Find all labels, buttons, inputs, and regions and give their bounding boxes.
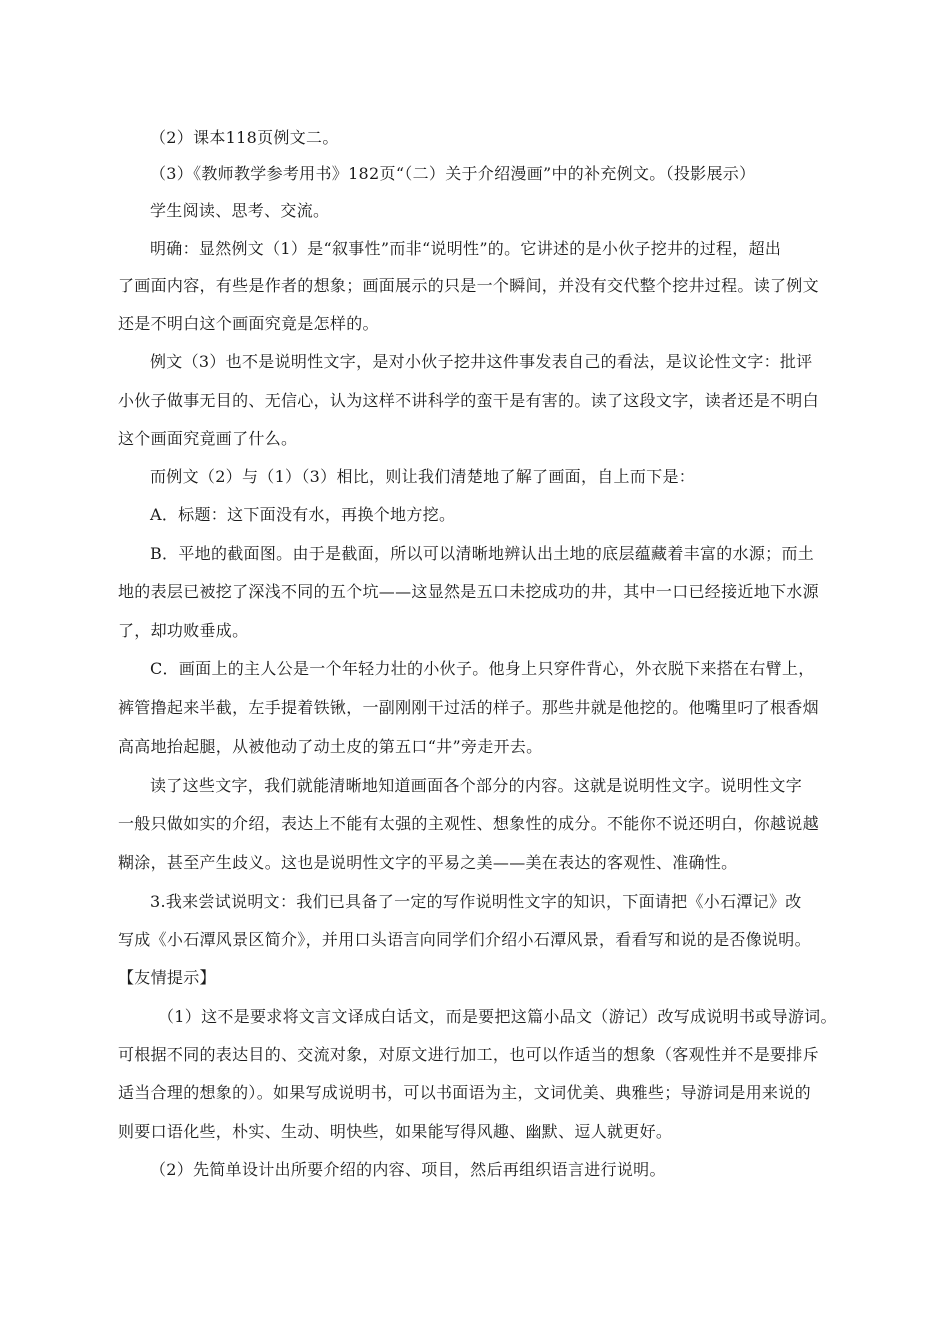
text-line: 而例文（2）与（1）（3）相比，则让我们清楚地了解了画面，自上而下是： (150, 467, 696, 486)
text-line: （3）《教师教学参考用书》182页“（二）关于介绍漫画”中的补充例文。（投影展示） (150, 164, 756, 183)
text-line: 适当合理的想象的）。如果写成说明书，可以书面语为主，文词优美、典雅些；导游词是用来说的 (118, 1083, 811, 1102)
text-line: 高高地抬起腿，从被他动了动土皮的第五口“井”旁走开去。 (118, 737, 543, 756)
text-line: 读了这些文字，我们就能清晰地知道画面各个部分的内容。这就是说明性文字。说明性文字 (150, 776, 803, 795)
text-line: 裤管撸起来半截，左手提着铁锹，一副刚刚干过活的样子。那些井就是他挖的。他嘴里叼了根香烟 (118, 698, 819, 717)
text-line: （2）先简单设计出所要介绍的内容、项目，然后再组织语言进行说明。 (150, 1160, 666, 1179)
text-line: 明确：显然例文（1）是“叙事性”而非“说明性”的。它讲述的是小伙子挖井的过程，超出 (150, 239, 782, 258)
text-line: 例文（3）也不是说明性文字，是对小伙子挖井这件事发表自己的看法，是议论性文字：批评 (150, 352, 813, 371)
text-line: 可根据不同的表达目的、交流对象，对原文进行加工，也可以作适当的想象（客观性并不是要排斥 (118, 1045, 819, 1064)
text-line: C．画面上的主人公是一个年轻力壮的小伙子。他身上只穿件背心，外衣脱下来搭在右臂上， (150, 659, 815, 678)
text-line: B．平地的截面图。由于是截面，所以可以清晰地辨认出土地的底层蕴藏着丰富的水源；而土 (150, 544, 815, 563)
text-line: 3.我来尝试说明文：我们已具备了一定的写作说明性文字的知识，下面请把《小石潭记》改 (150, 892, 802, 911)
text-line: 还是不明白这个画面究竟是怎样的。 (118, 314, 379, 333)
section-heading: 【友情提示】 (118, 968, 216, 987)
text-line: 糊涂，甚至产生歧义。这也是说明性文字的平易之美——美在表达的客观性、准确性。 (118, 853, 738, 872)
text-line: 了，却功败垂成。 (118, 621, 249, 640)
text-line: 了画面内容，有些是作者的想象；画面展示的只是一个瞬间，并没有交代整个挖井过程。读了例文 (118, 276, 819, 295)
text-line: 一般只做如实的介绍，表达上不能有太强的主观性、想象性的成分。不能你不说还明白，你越说越 (118, 814, 819, 833)
text-line: 则要口语化些，朴实、生动、明快些，如果能写得风趣、幽默、逗人就更好。 (118, 1122, 673, 1141)
text-line: 这个画面究竟画了什么。 (118, 429, 298, 448)
text-line: 地的表层已被挖了深浅不同的五个坑——这显然是五口未挖成功的井，其中一口已经接近地下水源 (118, 582, 819, 601)
text-line: 小伙子做事无目的、无信心，认为这样不讲科学的蛮干是有害的。读了这段文字，读者还是不明白 (118, 391, 819, 410)
text-line: 写成《小石潭风景区简介》，并用口头语言向同学们介绍小石潭风景，看看写和说的是否像说明。 (118, 930, 811, 949)
text-line: A．标题：这下面没有水，再换个地方挖。 (150, 505, 456, 524)
text-line: 学生阅读、思考、交流。 (150, 201, 330, 220)
text-line: （1）这不是要求将文言文译成白话文，而是要把这篇小品文（游记）改写成说明书或导游词。 (158, 1007, 837, 1026)
text-line: （2）课本118页例文二。 (150, 128, 339, 147)
